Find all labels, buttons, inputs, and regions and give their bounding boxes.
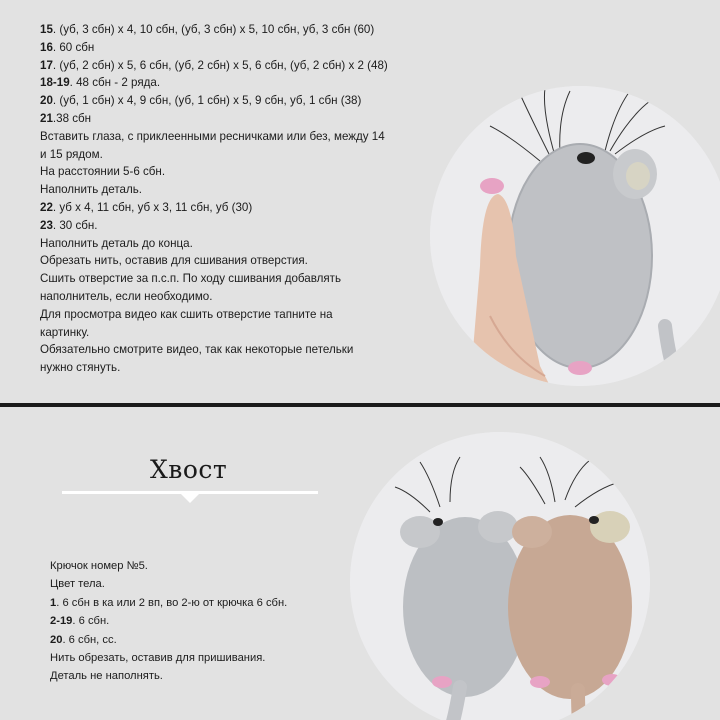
row-text: . 48 сбн - 2 ряда. <box>69 76 161 90</box>
row-number: 15 <box>40 23 53 36</box>
instruction-line <box>50 557 287 575</box>
instruction-line <box>50 649 287 667</box>
row-text: Нить обрезать, оставив для пришивания. <box>50 652 266 665</box>
row-number: 2-19 <box>50 615 73 628</box>
row-text: нужно стянуть. <box>40 361 121 375</box>
row-number: 20 <box>40 94 53 108</box>
row-text: Наполнить деталь. <box>40 183 142 197</box>
row-number: 22 <box>40 200 53 214</box>
instruction-line <box>40 324 388 342</box>
tail-instructions <box>50 557 287 686</box>
instruction-line <box>40 217 388 235</box>
instruction-line <box>40 21 388 39</box>
instruction-line <box>40 270 388 288</box>
instruction-line <box>40 39 388 57</box>
row-text: Сшить отверстие за п.с.п. По ходу сшивания добавлять <box>40 272 342 286</box>
row-text: Обрезать нить, оставив для сшивания отверстия. <box>40 254 308 268</box>
heading-arrow-marker <box>180 493 200 503</box>
row-number: 18-19 <box>40 76 70 90</box>
instruction-line <box>40 92 388 110</box>
row-text: . (уб, 1 сбн) х 4, 9 сбн, (уб, 1 сбн) х 5, 9 сбн, уб, 1 сбн (38) <box>52 94 362 108</box>
instruction-line <box>40 57 388 75</box>
instruction-line <box>40 341 388 359</box>
video-thumbnail-photo[interactable] <box>430 86 720 386</box>
instruction-line <box>40 306 388 324</box>
row-text: Наполнить деталь до конца. <box>40 236 193 250</box>
section-heading: Хвост <box>150 455 228 484</box>
two-mice-image <box>350 432 650 720</box>
row-number: 17 <box>40 58 53 72</box>
row-text: Вставить глаза, с приклеенными ресничками или без, между 14 <box>40 129 385 143</box>
row-text: Для просмотра видео как сшить отверстие тапните на <box>40 307 333 321</box>
row-text: и 15 рядом. <box>40 147 103 161</box>
row-text: Крючок номер №5. <box>50 560 148 572</box>
instruction-line <box>40 199 388 217</box>
instruction-line <box>40 110 388 128</box>
row-text: . 6 сбн. <box>72 615 110 628</box>
row-text: Цвет тела. <box>50 578 105 591</box>
toy-in-hand-image <box>430 86 720 386</box>
bottom-section <box>0 407 720 720</box>
row-number: 1 <box>50 596 57 609</box>
instruction-line <box>50 631 287 649</box>
instruction-line <box>40 128 388 146</box>
instruction-line <box>50 594 287 612</box>
row-text: .38 сбн <box>52 111 92 125</box>
instruction-line <box>40 252 388 270</box>
row-number: 20 <box>50 633 63 646</box>
row-text: . 6 сбн в ка или 2 вп, во 2-ю от крючка 6 сбн. <box>56 596 288 609</box>
row-text: наполнитель, если необходимо. <box>40 289 213 303</box>
row-text: . 60 сбн <box>52 40 95 54</box>
body-instructions <box>40 21 388 377</box>
row-text: Обязательно смотрите видео, так как некоторые петельки <box>40 343 354 357</box>
row-text: . 6 сбн, сс. <box>62 633 117 646</box>
instruction-line <box>40 359 388 377</box>
row-text: . (уб, 3 сбн) х 4, 10 сбн, (уб, 3 сбн) х 5, 10 сбн, уб, 3 сбн (60) <box>52 23 375 36</box>
row-number: 23 <box>40 218 53 232</box>
instruction-line <box>50 612 287 630</box>
instruction-line <box>50 575 287 593</box>
instruction-line <box>40 288 388 306</box>
row-number: 16 <box>40 40 53 54</box>
row-number: 21 <box>40 111 53 125</box>
instruction-line <box>40 181 388 199</box>
instruction-line <box>40 235 388 253</box>
instruction-line <box>50 667 287 685</box>
two-toys-photo <box>350 432 650 720</box>
row-text: . (уб, 2 сбн) х 5, 6 сбн, (уб, 2 сбн) х 5, 6 сбн, (уб, 2 сбн) х 2 (48) <box>52 58 388 72</box>
row-text: На расстоянии 5-6 сбн. <box>40 165 166 179</box>
row-text: Деталь не наполнять. <box>50 670 163 683</box>
instruction-line <box>40 146 388 164</box>
row-text: . уб х 4, 11 сбн, уб х 3, 11 сбн, уб (30) <box>52 200 253 214</box>
instruction-line <box>40 74 388 92</box>
instruction-line <box>40 163 388 181</box>
row-text: . 30 сбн. <box>52 218 98 232</box>
row-text: картинку. <box>40 325 90 339</box>
